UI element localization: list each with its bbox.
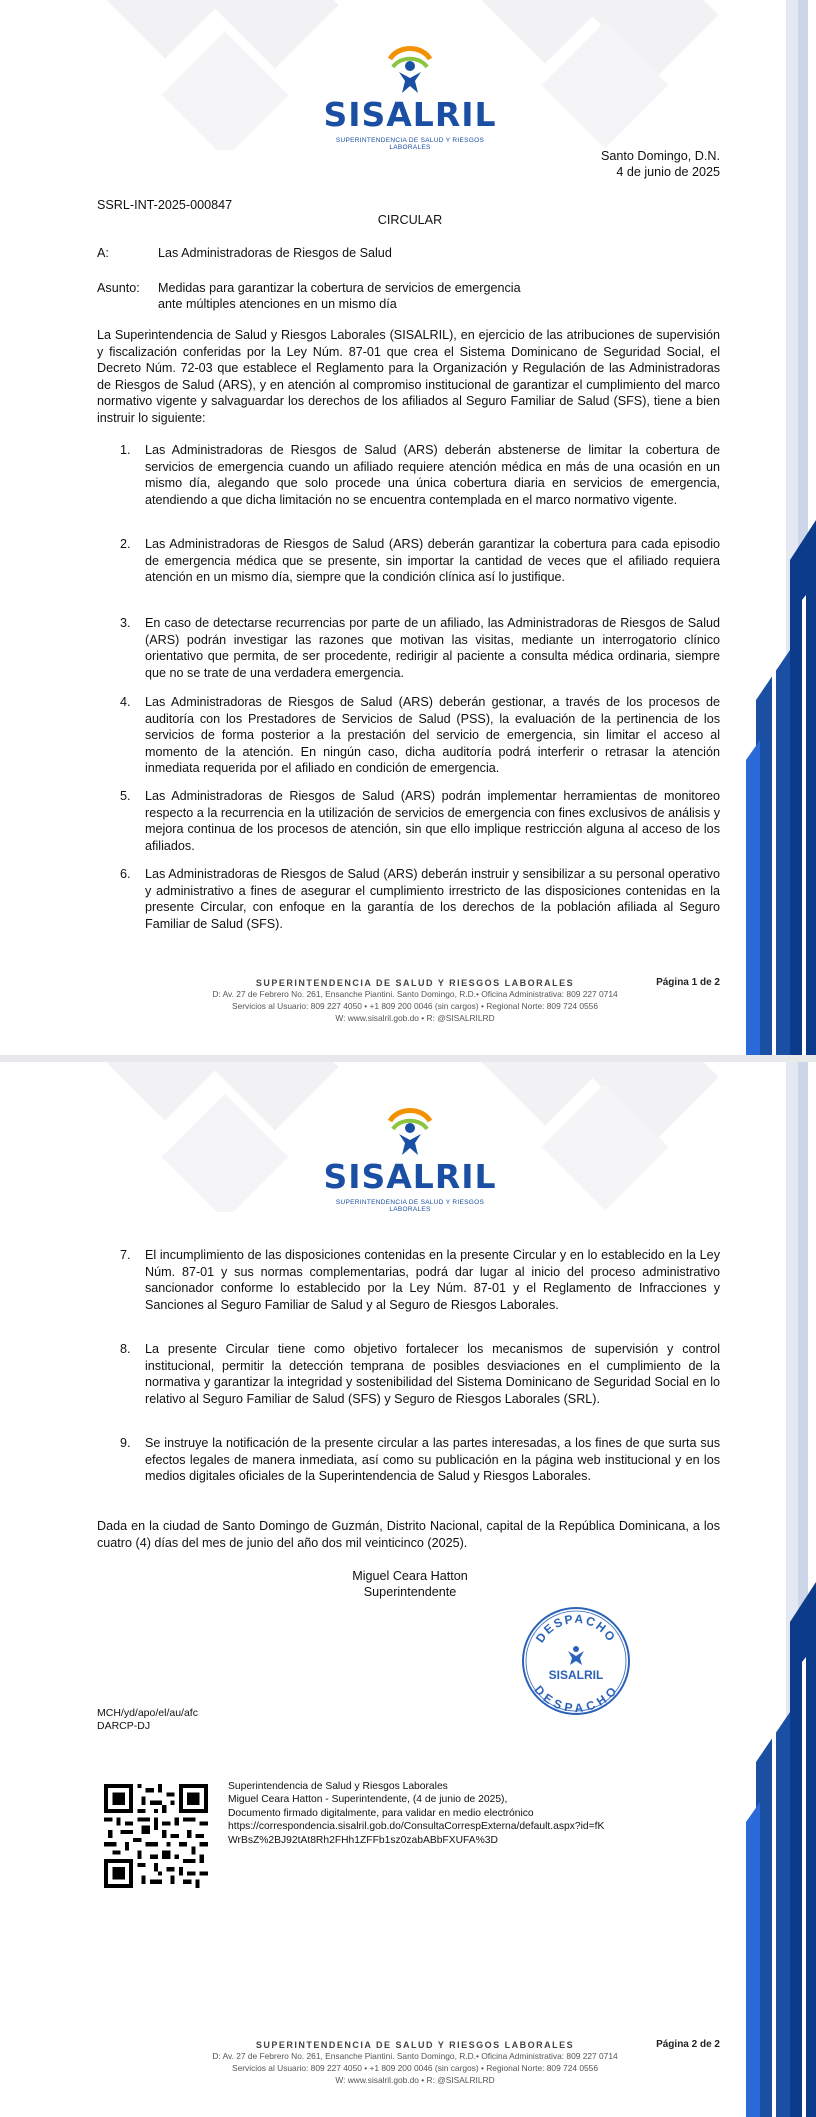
closing-paragraph: Dada en la ciudad de Santo Domingo de Guzmán, Distrito Nacional, capital de la República Dominicana, a los cuatro (4) días del mes de junio del año dos mil veinticinco (2025).	[97, 1519, 720, 1550]
page-2	[0, 1062, 816, 2117]
item-number: 9.	[120, 1436, 131, 1450]
signer-name: Miguel Ceara Hatton	[352, 1569, 468, 1583]
page-number: Página 1 de 2	[656, 977, 720, 988]
footer-phones: Servicios al Usuario: 809 227 4050 • +1 809 200 0046 (sin cargos) • Regional Norte: 809 724 0556	[232, 2063, 598, 2073]
department-code: DARCP-DJ	[97, 1720, 151, 1732]
footer-address: D: Av. 27 de Febrero No. 261, Ensanche Piantini. Santo Domingo, R.D.• Oficina Administrativa: 809 227 0714	[212, 989, 618, 999]
logo-subtitle: SUPERINTENDENCIA DE SALUD Y RIESGOS LABORALES	[335, 1199, 485, 1213]
subject-line-2: ante múltiples atenciones en un mismo día	[158, 297, 397, 311]
to-value: Las Administradoras de Riesgos de Salud	[158, 246, 392, 260]
subject-line-1: Medidas para garantizar la cobertura de servicios de emergencia	[158, 281, 521, 295]
sig-line: Documento firmado digitalmente, para validar en medio electrónico	[228, 1807, 534, 1819]
document-type: CIRCULAR	[377, 213, 443, 227]
page-separator	[0, 1055, 816, 1062]
stamp-center-text: SISALRIL	[548, 1668, 604, 1682]
logo-figure-icon	[315, 45, 505, 97]
item-text: Las Administradoras de Riesgos de Salud (ARS) deberán abstenerse de limitar la cobertura de servicios de emergencia cuando un afiliado requiere atención médica en más de una ocasión en un mismo día, alegando que solo procede una única cobertura diaria en servicios de emergencia, atendiendo a que dicha limitación no se encuentra contemplada en el marco normativo vigente.	[145, 443, 720, 507]
footer-address: D: Av. 27 de Febrero No. 261, Ensanche Piantini. Santo Domingo, R.D.• Oficina Administrativa: 809 227 0714	[212, 2051, 618, 2061]
page-number: Página 2 de 2	[656, 2039, 720, 2050]
verification-link[interactable]: https://correspondencia.sisalril.gob.do/ConsultaCorrespExterna/default.aspx?id=fK	[228, 1821, 605, 1833]
signer-title: Superintendente	[363, 1585, 457, 1599]
place-line: Santo Domingo, D.N.	[601, 149, 720, 163]
despacho-stamp	[520, 1605, 632, 1717]
intro-paragraph: La Superintendencia de Salud y Riesgos Laborales (SISALRIL), en ejercicio de las atribuciones de supervisión y fiscalización conferidas por la Ley Núm. 87-01 que crea el Sistema Dominicano de Seguridad Social, el Decreto Núm. 72-03 que establece el Reglamento para la Organización y Regulación de las Administradoras de Riesgos de Salud (ARS), y en atención al compromiso institucional de garantizar el cumplimiento del marco normativo vigente y salvaguardar los derechos de los afiliados al Seguro Familiar de Salud (SFS), tiene a bien instruir lo siguiente:	[97, 328, 720, 425]
date-line: 4 de junio de 2025	[616, 165, 720, 179]
logo-text: SISALRIL	[323, 95, 497, 134]
logo-figure-icon	[315, 1107, 505, 1159]
item-number: 2.	[120, 537, 131, 551]
to-label: A:	[97, 246, 109, 260]
footer	[100, 2040, 730, 2086]
decorative-stripes	[746, 1062, 816, 2117]
item-text: La presente Circular tiene como objetivo fortalecer los mecanismos de supervisión y control institucional, permitir la detección temprana de posibles desviaciones en el cumplimiento de la normativa y garantizar la integridad y sostenibilidad del Sistema Dominicano de Seguridad Social en lo relativo al Seguro Familiar de Salud (SFS) y Seguro de Riesgos Laborales (SRL).	[145, 1342, 720, 1406]
logo-subtitle: SUPERINTENDENCIA DE SALUD Y RIESGOS LABORALES	[335, 137, 485, 151]
item-text: Las Administradoras de Riesgos de Salud (ARS) deberán gestionar, a través de los procesos de auditoría con los Prestadores de Servicios de Salud (PSS), la evaluación de la pertinencia de los servicios de forma posterior a la prestación del servicio de emergencia, sin limitar el acceso al momento de la atención. En ningún caso, dicha auditoría podrá interferir o retrasar la atención inmediata requerida por el afiliado en condición de emergencia.	[145, 695, 720, 776]
item-number: 8.	[120, 1342, 131, 1356]
decorative-stripes	[746, 0, 816, 1055]
subject-label: Asunto:	[97, 281, 140, 295]
sisalril-logo	[315, 45, 505, 150]
initials: MCH/yd/apo/el/au/afc	[97, 1707, 198, 1719]
footer-web: W: www.sisalril.gob.do • R: @SISALRILRD	[335, 2075, 495, 2085]
stamp-figure-icon	[568, 1646, 584, 1665]
item-number: 4.	[120, 695, 131, 709]
item-text: En caso de detectarse recurrencias por parte de un afiliado, las Administradoras de Riesgos de Salud (ARS) podrán investigar las razones que motivan las visitas, mediante un interrogatorio clínico orientativo que permita, de ser procedente, redirigir al paciente a consulta médica ordinaria, siempre que no se trate de una verdadera emergencia.	[145, 616, 720, 680]
item-text: Las Administradoras de Riesgos de Salud (ARS) deberán instruir y sensibilizar a su personal operativo y administrativo a fines de asegurar el cumplimiento irrestricto de las disposiciones contenidas en la presente Circular, con enfoque en la garantía de los derechos de la población afiliada al Seguro Familiar de Salud (SFS).	[145, 867, 720, 931]
svg-text:DESPACHO	[531, 1683, 620, 1715]
item-number: 7.	[120, 1248, 131, 1262]
digital-signature-block	[228, 1780, 728, 1847]
item-text: Se instruye la notificación de la presente circular a las partes interesadas, a los fines de que surta sus efectos legales de manera inmediata, así como su publicación en la página web institucional y en los medios digitales oficiales de la Superintendencia de Salud y Riesgos Laborales.	[145, 1436, 720, 1484]
item-number: 6.	[120, 867, 131, 881]
page-1	[0, 0, 816, 1055]
item-number: 1.	[120, 443, 131, 457]
item-number: 3.	[120, 616, 131, 630]
sig-line: Superintendencia de Salud y Riesgos Laborales	[228, 1781, 448, 1792]
item-text: El incumplimiento de las disposiciones contenidas en la presente Circular y en lo establecido en la Ley Núm. 87-01 y sus normas complementarias, podrá dar lugar al inicio del proceso administrativo sancionador conforme lo establecido por la Ley Núm. 87-01 y el Reglamento de Infracciones y Sanciones al Seguro Familiar de Salud y al Seguro de Riesgos Laborales.	[145, 1248, 720, 1312]
reference-number: SSRL-INT-2025-000847	[97, 198, 233, 212]
stamp-bottom-text: DESPACHO	[531, 1682, 621, 1716]
verification-link-cont[interactable]: WrBsZ%2BJ92tAt8Rh2FHh1ZFFb1sz0zabABbFXUFA%3D	[228, 1834, 498, 1846]
qr-code-icon	[104, 1784, 208, 1888]
footer-title: SUPERINTENDENCIA DE SALUD Y RIESGOS LABORALES	[255, 2040, 575, 2050]
sisalril-logo	[315, 1107, 505, 1212]
footer	[100, 978, 730, 1024]
footer-phones: Servicios al Usuario: 809 227 4050 • +1 809 200 0046 (sin cargos) • Regional Norte: 809 724 0556	[232, 1001, 598, 1011]
sig-line: Miguel Ceara Hatton - Superintendente, (4 de junio de 2025),	[228, 1794, 508, 1806]
footer-title: SUPERINTENDENCIA DE SALUD Y RIESGOS LABORALES	[255, 978, 575, 988]
footer-web: W: www.sisalril.gob.do • R: @SISALRILRD	[335, 1013, 495, 1023]
logo-text: SISALRIL	[323, 1157, 497, 1196]
stamp-top-text: DESPACHO	[532, 1611, 620, 1646]
item-number: 5.	[120, 789, 131, 803]
item-text: Las Administradoras de Riesgos de Salud (ARS) podrán implementar herramientas de monitoreo respecto a la recurrencia en la utilización de servicios de emergencia con fines exclusivos de análisis y mejora continua de los procesos de atención, sin que ello implique restricción alguna al acceso de los afiliados.	[145, 789, 720, 853]
item-text: Las Administradoras de Riesgos de Salud (ARS) deberán garantizar la cobertura para cada episodio de emergencia médica que se presente, sin importar la cantidad de veces que el afiliado requiera atención en un mismo día, siempre que la condición clínica así lo justifique.	[145, 537, 720, 585]
